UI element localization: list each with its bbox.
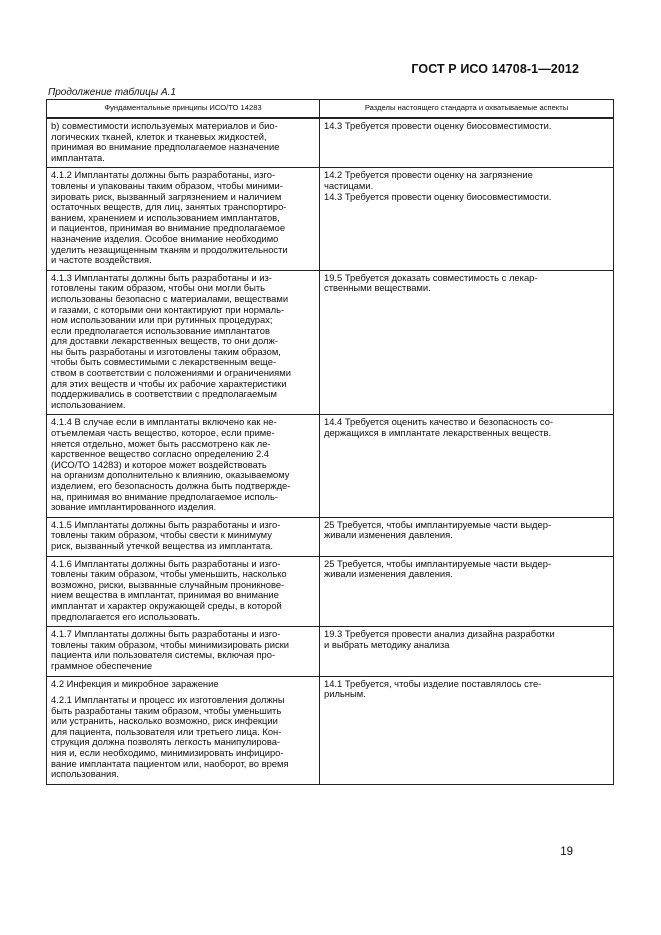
principle-cell [47,627,320,676]
cell-paragraph: 19.5 Требуется доказать совместимость с лекар- ственными веществами. [324,271,538,294]
cell-paragraph: 4.1.3 Имплантаты должны быть разработаны и из- готовлены таким образом, чтобы они могли быть использованы безопасно с материалами, веществами и газами, с которыми они контактируют при нормаль- ном использовании или при рутинных процедурах; если предполагается использование имплантатов для доставки лекарственных веществ, то они долж- ны быть разработаны и изготовлены таким образом, чтобы быть совместимыми с лекарственным веще- ством в соответствии с положениями и ограничениями для этих веществ и чтобы их рабочие характеристики поддерживались в соответствии с предполагаемым использованием. [51,271,291,410]
table-body [47,118,614,784]
cell-paragraph: 25 Требуется, чтобы имплантируемые части выдер- живали изменения давления. [324,557,552,580]
section-cell [320,556,614,627]
cell-paragraph: 14.3 Требуется провести оценку биосовместимости. [324,120,552,131]
principle-cell [47,168,320,270]
principle-cell [47,676,320,784]
section-cell [320,118,614,168]
section-cell [320,168,614,270]
document-code: ГОСТ Р ИСО 14708-1—2012 [411,62,579,76]
table-row [47,676,614,784]
table-row [47,270,614,415]
section-cell [320,415,614,517]
column-header-sections: Разделы настоящего стандарта и охватываемые аспекты [320,100,614,119]
cell-paragraph: 4.1.2 Имплантаты должны быть разработаны, изго- товлены и упакованы таким образом, чтобы миними- зировать риск, вызванный загрязнением и наличием остаточных веществ, для лиц, занятых транспортиро- ванием, хранением и использованием имплантатов, и пациентов, принимая во внимание предполагаемое назначение изделия. Особое внимание необходимо уделить незащищенным тканям и продолжительности и частоте воздействия. [51,169,288,266]
principle-cell [47,556,320,627]
table-row [47,517,614,556]
table-caption: Продолжение таблицы А.1 [48,87,176,98]
cell-paragraph: 14.4 Требуется оценить качество и безопасность со- держащихся в имплантате лекарственных веществ. [324,416,554,439]
cell-paragraph: b) совместимости используемых материалов и био- логических тканей, клеток и тканевых жидкостей, принимая во внимание предполагаемое назначение имплантата. [51,120,280,163]
table-row [47,415,614,517]
page-number: 19 [560,846,573,858]
principle-cell [47,415,320,517]
cell-paragraph: 14.1 Требуется, чтобы изделие поставлялось сте- рильным. [324,677,542,700]
principle-cell [47,517,320,556]
section-cell [320,517,614,556]
correspondence-table [46,99,614,785]
section-cell [320,627,614,676]
section-heading: 4.2 Инфекция и микробное заражение [51,677,219,689]
cell-paragraph: 4.1.5 Имплантаты должны быть разработаны и изго- товлены таким образом, чтобы свести к минимуму риск, вызванный утечкой вещества из имплантата. [51,518,281,551]
table-row [47,168,614,270]
principle-cell [47,118,320,168]
table-header-row [47,100,614,119]
table-row [47,118,614,168]
table-row [47,627,614,676]
principle-cell [47,270,320,415]
section-cell [320,676,614,784]
cell-paragraph: 19.3 Требуется провести анализ дизайна разработки и выбрать методику анализа [324,628,555,650]
cell-paragraph: 25 Требуется, чтобы имплантируемые части выдер- живали изменения давления. [324,518,552,541]
column-header-principles: Фундаментальные принципы ИСО/ТО 14283 [47,100,320,119]
table-row [47,556,614,627]
cell-paragraph: 14.2 Требуется провести оценку на загрязнение частицами. 14.3 Требуется провести оценку биосовместимости. [324,169,552,202]
cell-paragraph: 4.1.4 В случае если в имплантаты включено как не- отъемлемая часть вещество, которое, если приме- няется отдельно, может быть рассмотрено как ле- карственное вещество согласно определению 2.4 (ИСО/ТО 14283) и которое может воздействовать на организм дополнительно к влиянию, оказываемому изделием, его безопасность должна быть подтвержде- на, принимая во внимание предполагаемое исполь- зование имплантированного изделия. [51,416,291,513]
cell-paragraph: 4.1.6 Имплантаты должны быть разработаны и изго- товлены таким образом, чтобы уменьшить, насколько возможно, риски, вызванные случайным проникнове- нием вещества в имплантат, принимая во внимание имплантат и характер окружающей среды, в которой предполагается его использовать. [51,557,287,622]
cell-paragraph: 4.2.1 Имплантаты и процесс их изготовления должны быть разработаны таким образом, чтобы уменьшить или устранить, насколько возможно, риск инфекции для пациента, пользователя или третьего лица. Кон- струкция должна позволять легкость манипулирова- ния и, если необходимо, минимизировать инфициро- вание имплантата пациентом или, наоборот, во время использования. [51,694,289,780]
cell-paragraph: 4.1.7 Имплантаты должны быть разработаны и изго- товлены таким образом, чтобы минимизировать риски пациента или пользователя системы, включая про- граммное обеспечение [51,628,290,671]
section-cell [320,270,614,415]
